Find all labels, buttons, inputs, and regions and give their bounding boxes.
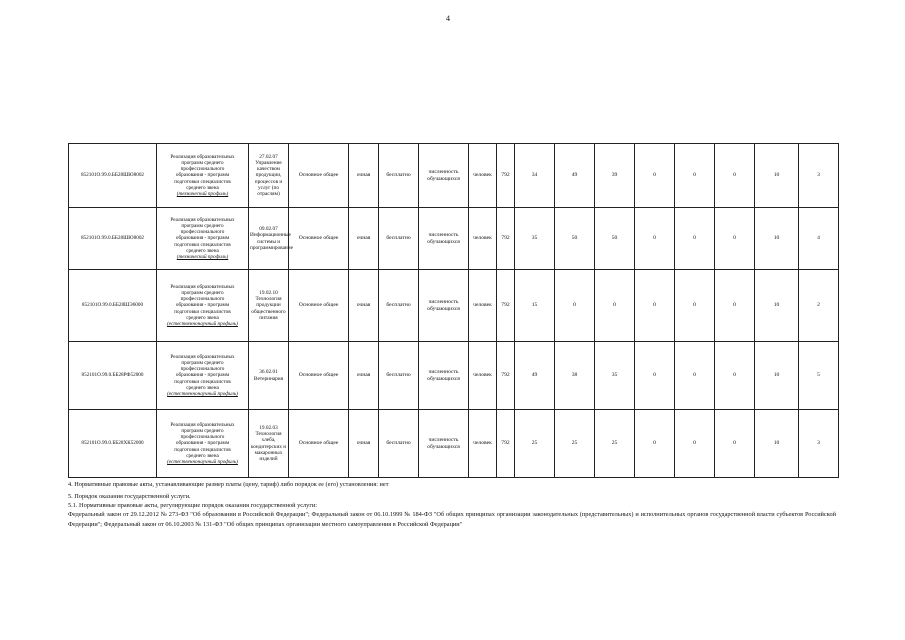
value-cell: 10 bbox=[755, 342, 799, 410]
value-cell: 4 bbox=[799, 208, 839, 270]
payment-cell: бесплатно bbox=[379, 144, 419, 208]
service-name-line: программ среднего bbox=[181, 290, 224, 297]
value-cell: 0 bbox=[715, 144, 755, 208]
note-laws-list: Федеральный закон от 29.12.2012 № 273-ФЗ "Об образовании в Российской Федерации"; Федеральный закон от 06.10.1999 № 184-ФЗ "Об общих принципах организации законодательных (представительных) и исполнительных органов государственной власти субъектов Российской Федерации"; Федеральный закон от 06.10.2003 № 131-ФЗ "Об общих принципах организации местного самоуправления в Российской Федерации" bbox=[68, 511, 836, 528]
unit-cell: человек bbox=[469, 270, 497, 342]
service-name-cell bbox=[157, 342, 249, 410]
value-cell: 0 bbox=[715, 410, 755, 478]
service-name-line: образования - программ bbox=[175, 372, 230, 379]
profile-label: (технический профиль) bbox=[176, 253, 229, 260]
service-name-line: профессионального bbox=[180, 229, 225, 236]
value-cell: 0 bbox=[555, 270, 595, 342]
service-name-cell bbox=[157, 270, 249, 342]
indicator-cell: численность обучающихся bbox=[419, 208, 469, 270]
indicator-cell: численность обучающихся bbox=[419, 270, 469, 342]
service-name-line: Реализация образовательных bbox=[170, 284, 235, 291]
unit-cell: человек bbox=[469, 208, 497, 270]
okei-code-cell: 792 bbox=[497, 342, 515, 410]
value-cell: 25 bbox=[515, 410, 555, 478]
indicator-cell: численность обучающихся bbox=[419, 144, 469, 208]
value-cell: 0 bbox=[715, 342, 755, 410]
service-name-line: подготовки специалистов bbox=[174, 241, 231, 248]
value-cell: 34 bbox=[515, 144, 555, 208]
value-cell: 0 bbox=[635, 144, 675, 208]
registry-code-cell: 852101О.99.0.ББ28ХК52000 bbox=[69, 410, 157, 478]
specialty-cell: 27.02.07 Управление качеством продукции, процессов и услуг (по отраслям) bbox=[249, 144, 289, 208]
service-name-line: подготовки специалистов bbox=[174, 378, 231, 385]
profile-label: (естественнонаучный профиль) bbox=[167, 320, 238, 327]
value-cell: 25 bbox=[555, 410, 595, 478]
value-cell: 10 bbox=[755, 208, 799, 270]
registry-code-cell: 852101О.99.0.ББ28ШЮ8002 bbox=[69, 144, 157, 208]
education-level-cell: Основное общее bbox=[289, 342, 349, 410]
okei-code-cell: 792 bbox=[497, 208, 515, 270]
specialty-cell: 19.02.03 Технология хлеба, кондитерских и макаронных изделий bbox=[249, 410, 289, 478]
value-cell: 35 bbox=[515, 208, 555, 270]
value-cell: 2 bbox=[799, 270, 839, 342]
table-row bbox=[69, 342, 839, 410]
value-cell: 0 bbox=[675, 270, 715, 342]
value-cell: 5 bbox=[799, 342, 839, 410]
service-name-line: подготовки специалистов bbox=[174, 308, 231, 315]
table-row bbox=[69, 208, 839, 270]
service-name-line: среднего звена bbox=[186, 314, 219, 321]
value-cell: 0 bbox=[675, 144, 715, 208]
indicator-cell: численность обучающихся bbox=[419, 342, 469, 410]
service-name-cell bbox=[157, 144, 249, 208]
service-name-line: программ среднего bbox=[181, 160, 224, 167]
value-cell: 0 bbox=[635, 342, 675, 410]
study-form-cell: очная bbox=[349, 342, 379, 410]
service-name-line: программ среднего bbox=[181, 223, 224, 230]
notes-section bbox=[68, 480, 836, 529]
profile-label: (естественнонаучный профиль) bbox=[167, 458, 238, 465]
note-regulating-acts: 5.1. Нормативные правовые акты, регулирующие порядок оказания государственной услуги: bbox=[68, 502, 318, 510]
service-name-line: подготовки специалистов bbox=[174, 446, 231, 453]
unit-cell: человек bbox=[469, 144, 497, 208]
okei-code-cell: 792 bbox=[497, 270, 515, 342]
study-form-cell: очная bbox=[349, 270, 379, 342]
profile-label: (технический профиль) bbox=[176, 190, 229, 197]
service-name-line: подготовки специалистов bbox=[174, 178, 231, 185]
services-table bbox=[68, 143, 839, 478]
service-name-line: образования - программ bbox=[175, 440, 230, 447]
value-cell: 15 bbox=[515, 270, 555, 342]
service-name-line: Реализация образовательных bbox=[170, 354, 235, 361]
education-level-cell: Основное общее bbox=[289, 410, 349, 478]
payment-cell: бесплатно bbox=[379, 208, 419, 270]
study-form-cell: очная bbox=[349, 144, 379, 208]
service-name-line: Реализация образовательных bbox=[170, 422, 235, 429]
service-name-line: Реализация образовательных bbox=[170, 154, 235, 161]
service-name-cell bbox=[157, 208, 249, 270]
value-cell: 38 bbox=[555, 342, 595, 410]
table-row bbox=[69, 410, 839, 478]
value-cell: 0 bbox=[635, 270, 675, 342]
registry-code-cell: 852101О.99.0.ББ28РФ52000 bbox=[69, 342, 157, 410]
service-name-line: образования - программ bbox=[175, 172, 230, 179]
payment-cell: бесплатно bbox=[379, 270, 419, 342]
specialty-cell: 09.02.07 Информационные системы и программирование bbox=[249, 208, 289, 270]
payment-cell: бесплатно bbox=[379, 410, 419, 478]
value-cell: 49 bbox=[555, 144, 595, 208]
value-cell: 3 bbox=[799, 410, 839, 478]
registry-code-cell: 852101О.99.0.ББ28ШЭ6000 bbox=[69, 270, 157, 342]
value-cell: 25 bbox=[595, 410, 635, 478]
unit-cell: человек bbox=[469, 342, 497, 410]
value-cell: 50 bbox=[555, 208, 595, 270]
service-name-line: среднего звена bbox=[186, 247, 219, 254]
service-name-line: Реализация образовательных bbox=[170, 217, 235, 224]
value-cell: 0 bbox=[675, 208, 715, 270]
education-level-cell: Основное общее bbox=[289, 144, 349, 208]
value-cell: 0 bbox=[595, 270, 635, 342]
service-name-cell bbox=[157, 410, 249, 478]
profile-label: (естественнонаучный профиль) bbox=[167, 390, 238, 397]
service-name-line: профессионального bbox=[180, 296, 225, 303]
value-cell: 0 bbox=[715, 208, 755, 270]
value-cell: 35 bbox=[595, 342, 635, 410]
table-row bbox=[69, 144, 839, 208]
value-cell: 10 bbox=[755, 410, 799, 478]
specialty-cell: 19.02.10 Технология продукции общественного питания bbox=[249, 270, 289, 342]
service-name-line: профессионального bbox=[180, 434, 225, 441]
value-cell: 0 bbox=[675, 410, 715, 478]
value-cell: 0 bbox=[715, 270, 755, 342]
value-cell: 0 bbox=[635, 410, 675, 478]
note-service-order: 5. Порядок оказания государственной услуги. bbox=[68, 493, 191, 501]
value-cell: 39 bbox=[595, 144, 635, 208]
service-name-line: профессионального bbox=[180, 166, 225, 173]
value-cell: 0 bbox=[635, 208, 675, 270]
unit-cell: человек bbox=[469, 410, 497, 478]
education-level-cell: Основное общее bbox=[289, 270, 349, 342]
value-cell: 10 bbox=[755, 270, 799, 342]
page-number: 4 bbox=[446, 14, 450, 23]
service-name-line: программ среднего bbox=[181, 360, 224, 367]
note-payment-acts: 4. Нормативные правовые акты, устанавливающие размер платы (цену, тариф) либо порядок ее (его) установления: нет bbox=[68, 481, 389, 488]
service-name-line: образования - программ bbox=[175, 235, 230, 242]
okei-code-cell: 792 bbox=[497, 410, 515, 478]
payment-cell: бесплатно bbox=[379, 342, 419, 410]
value-cell: 49 bbox=[515, 342, 555, 410]
education-level-cell: Основное общее bbox=[289, 208, 349, 270]
value-cell: 50 bbox=[595, 208, 635, 270]
study-form-cell: очная bbox=[349, 410, 379, 478]
value-cell: 3 bbox=[799, 144, 839, 208]
service-name-line: программ среднего bbox=[181, 428, 224, 435]
okei-code-cell: 792 bbox=[497, 144, 515, 208]
service-name-line: среднего звена bbox=[186, 384, 219, 391]
service-name-line: профессионального bbox=[180, 366, 225, 373]
service-name-line: среднего звена bbox=[186, 452, 219, 459]
service-name-line: среднего звена bbox=[186, 184, 219, 191]
study-form-cell: очная bbox=[349, 208, 379, 270]
value-cell: 10 bbox=[755, 144, 799, 208]
registry-code-cell: 852101О.99.0.ББ28ШЮ8002 bbox=[69, 208, 157, 270]
specialty-cell: 36.02.01 Ветеринария bbox=[249, 342, 289, 410]
service-name-line: образования - программ bbox=[175, 302, 230, 309]
value-cell: 0 bbox=[675, 342, 715, 410]
table-row bbox=[69, 270, 839, 342]
indicator-cell: численность обучающихся bbox=[419, 410, 469, 478]
